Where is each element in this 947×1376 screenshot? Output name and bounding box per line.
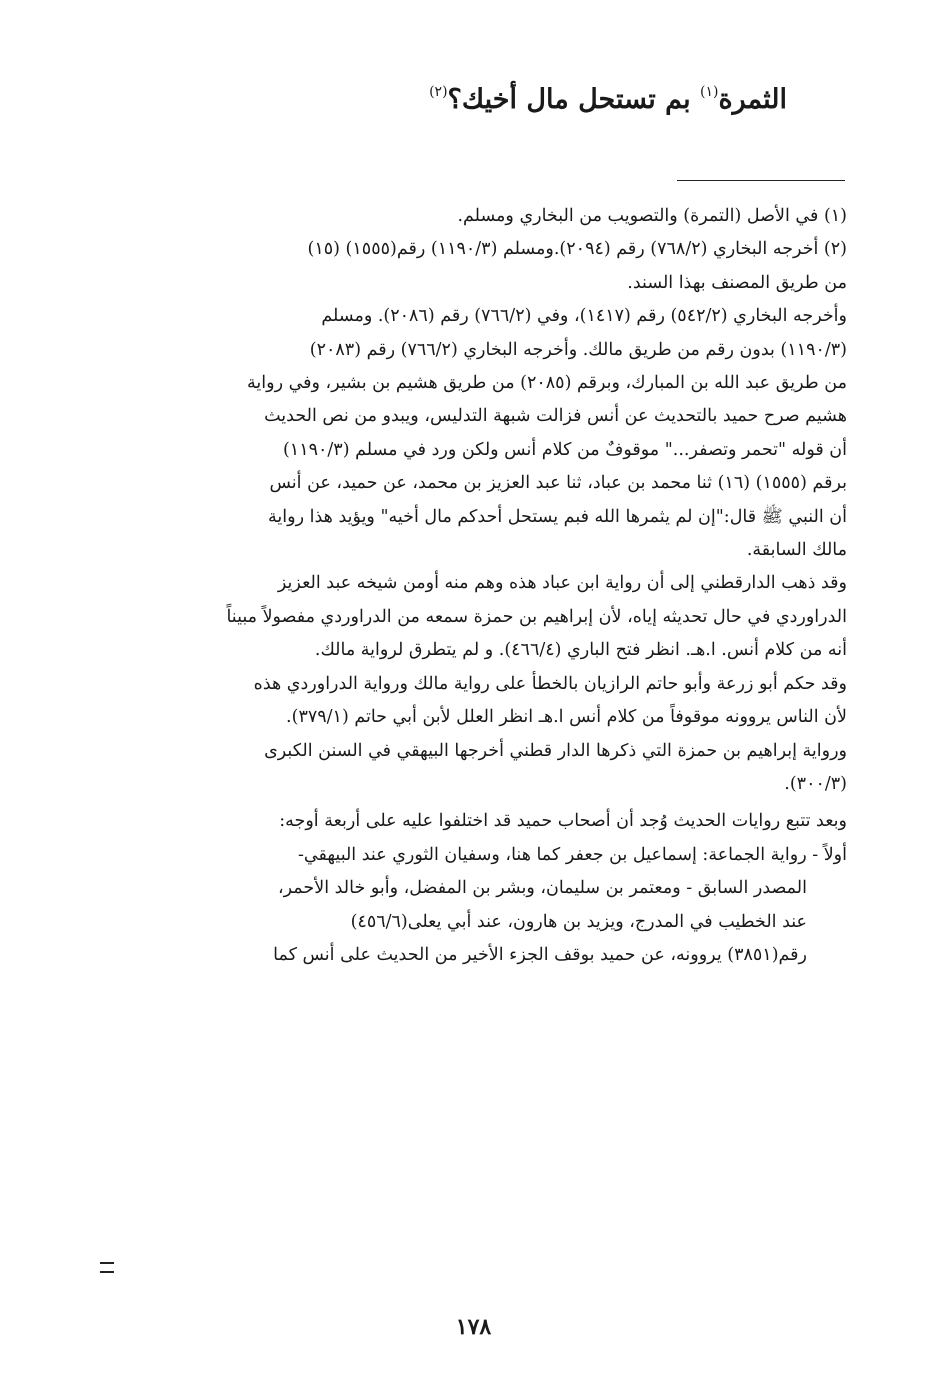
footnote-line: أن قوله "تحمر وتصفر..." موقوفٌ من كلام أنس ولكن ورد في مسلم (١١٩٠/٣) (282, 439, 847, 460)
title-question: بم تستحل مال أخيك؟ (447, 84, 700, 115)
footnote-2-paragraph-3 (105, 567, 847, 667)
footnote-line: (١١٩٠/٣) بدون رقم من طريق مالك. وأخرجه البخاري (٧٦٦/٢) رقم (٢٠٨٣) (309, 339, 847, 360)
footnote-separator (677, 180, 845, 181)
footnote-line: وقد ذهب الدارقطني إلى أن رواية ابن عباد هذه وهم منه أومن شيخه عبد العزيز (277, 573, 847, 594)
title-word: الثمرة (718, 84, 787, 115)
footnote-2-paragraph-4 (105, 668, 847, 735)
footnote-line: ورواية إبراهيم بن حمزة التي ذكرها الدار قطني أخرجها البيهقي في السنن الكبرى (264, 740, 847, 761)
footnote-line: عند الخطيب في المدرج، ويزيد بن هارون، عند أبي يعلى(٤٥٦/٦) (350, 911, 807, 932)
page-title (147, 68, 787, 124)
footnote-line: هشيم صرح حميد بالتحديث عن أنس فزالت شبهة التدليس، ويبدو من نص الحديث (264, 406, 847, 427)
footnote-line: (٢) أخرجه البخاري (٧٦٨/٢) رقم (٢٠٩٤).ومسلم (١١٩٠/٣) رقم(١٥٥٥) (١٥) (307, 239, 847, 260)
footnote-2-paragraph-6-indented (105, 872, 847, 972)
footnote-line: الدراوردي في حال تحديثه إياه، لأن إبراهيم بن حمزة سمعه من الدراوردي مفصولاً مبيناً (226, 606, 847, 627)
footnote-line: وأخرجه البخاري (٥٤٢/٢) رقم (١٤١٧)، وفي (٧٦٦/٢) رقم (٢٠٨٦). ومسلم (321, 306, 847, 327)
footnote-line: من طريق المصنف بهذا السند. (627, 272, 847, 293)
footnote-line: أنه من كلام أنس. ا.هـ. انظر فتح الباري (٤٦٦/٤). و لم يتطرق لرواية مالك. (314, 640, 847, 661)
footnotes-section (105, 200, 847, 972)
footnote-1 (105, 200, 847, 233)
footnote-line: رقم(٣٨٥١) يروونه، عن حميد بوقف الجزء الأخير من الحديث على أنس كما (273, 944, 807, 965)
footnote-line: المصدر السابق - ومعتمر بن سليمان، وبشر بن المفضل، وأبو خالد الأحمر، (277, 878, 807, 899)
footnote-2 (105, 233, 847, 300)
footnote-line: لأن الناس يروونه موقوفاً من كلام أنس ا.هـ انظر العلل لأبن أبي حاتم (٣٧٩/١). (286, 707, 847, 728)
continuation-mark (100, 1262, 114, 1273)
footnote-line: (٣٠٠/٣). (784, 773, 847, 794)
footnote-2-paragraph-5 (105, 735, 847, 802)
footnote-2-paragraph-6 (105, 805, 847, 872)
footnote-line: أولاً - رواية الجماعة: إسماعيل بن جعفر كما هنا، وسفيان الثوري عند البيهقي- (298, 844, 847, 865)
page-number: ١٧٨ (455, 1314, 492, 1340)
footnote-line: وبعد تتبع روايات الحديث وُجد أن أصحاب حميد قد اختلفوا عليه على أربعة أوجه: (279, 811, 847, 832)
title-footnote-ref-1: (١) (700, 84, 719, 100)
footnote-line: وقد حكم أبو زرعة وأبو حاتم الرازيان بالخطأ على رواية مالك ورواية الدراوردي هذه (253, 673, 847, 694)
footnote-line: برقم (١٥٥٥) (١٦) ثنا محمد بن عباد، ثنا عبد العزيز بن محمد، عن حميد، عن أنس (269, 473, 847, 494)
footnote-line: أن النبي ﷺ قال:"إن لم يثمرها الله فبم يستحل أحدكم مال أخيه" ويؤيد هذا رواية (268, 506, 847, 527)
footnote-2-paragraph-2 (105, 300, 847, 567)
footnote-line: من طريق عبد الله بن المبارك، وبرقم (٢٠٨٥) من طريق هشيم بن بشير، وفي رواية (247, 373, 847, 394)
title-footnote-ref-2: (٢) (429, 84, 448, 100)
footnote-line: (١) في الأصل (التمرة) والتصويب من البخاري ومسلم. (457, 206, 847, 226)
footnote-line: مالك السابقة. (746, 540, 847, 561)
